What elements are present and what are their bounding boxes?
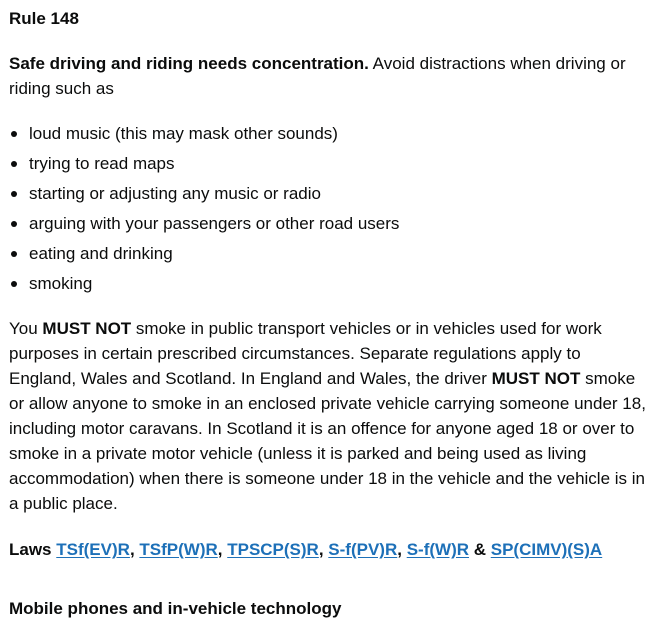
distractions-list (9, 121, 399, 301)
law-link-tsf-ev-r[interactable]: TSf(EV)R (56, 540, 130, 559)
law-link-sp-cimv-s-a[interactable]: SP(CIMV)(S)A (490, 540, 603, 559)
law-link-tpscp-s-r[interactable]: TPSCP(S)R (227, 540, 319, 559)
smoking-paragraph: You MUST NOT smoke in public transport vehicles or in vehicles used for work purposes in certain prescribed circumstances. Separate regulations apply to England, Wales and Scotland. In England and Wales, the driver MUST NOT smoke or allow anyone to smoke in an enclosed private vehicle carrying someone under 18, including motor caravans. In Scotland it is an offence for anyone aged 18 or over to smoke in a private motor vehicle (unless it is parked and being used as living accommodation) when there is someone under 18 in the vehicle and the vehicle is in a public place. (9, 319, 646, 513)
section-heading-mobile-phones: Mobile phones and in-vehicle technology (9, 599, 342, 618)
laws-label: Laws (9, 540, 52, 559)
must-not-emphasis: MUST NOT (42, 319, 132, 338)
bullet-icon (11, 191, 17, 197)
list-item: trying to read maps (9, 151, 399, 181)
bullet-icon (11, 161, 17, 167)
intro-paragraph (9, 51, 649, 101)
list-item: arguing with your passengers or other road users (9, 211, 399, 241)
must-not-emphasis: MUST NOT (491, 369, 581, 388)
list-item: starting or adjusting any music or radio (9, 181, 399, 211)
list-item: smoking (9, 271, 399, 301)
bullet-icon (11, 281, 17, 287)
law-link-tsfp-w-r[interactable]: TSfP(W)R (139, 540, 218, 559)
intro-bold-lead: Safe driving and riding needs concentration. (9, 54, 369, 73)
law-link-s-f-pv-r[interactable]: S-f(PV)R (328, 540, 398, 559)
law-link-s-f-w-r[interactable]: S-f(W)R (406, 540, 470, 559)
bullet-icon (11, 221, 17, 227)
list-item: eating and drinking (9, 241, 399, 271)
intro-text: Avoid distractions when driving or riding such as (9, 54, 626, 98)
laws-line: Laws TSf(EV)R, TSfP(W)R, TPSCP(S)R, S-f(PV)R, S-f(W)R & SP(CIMV)(S)A (9, 540, 603, 559)
rule-title: Rule 148 (9, 9, 79, 28)
list-item: loud music (this may mask other sounds) (9, 121, 399, 151)
bullet-icon (11, 131, 17, 137)
bullet-icon (11, 251, 17, 257)
